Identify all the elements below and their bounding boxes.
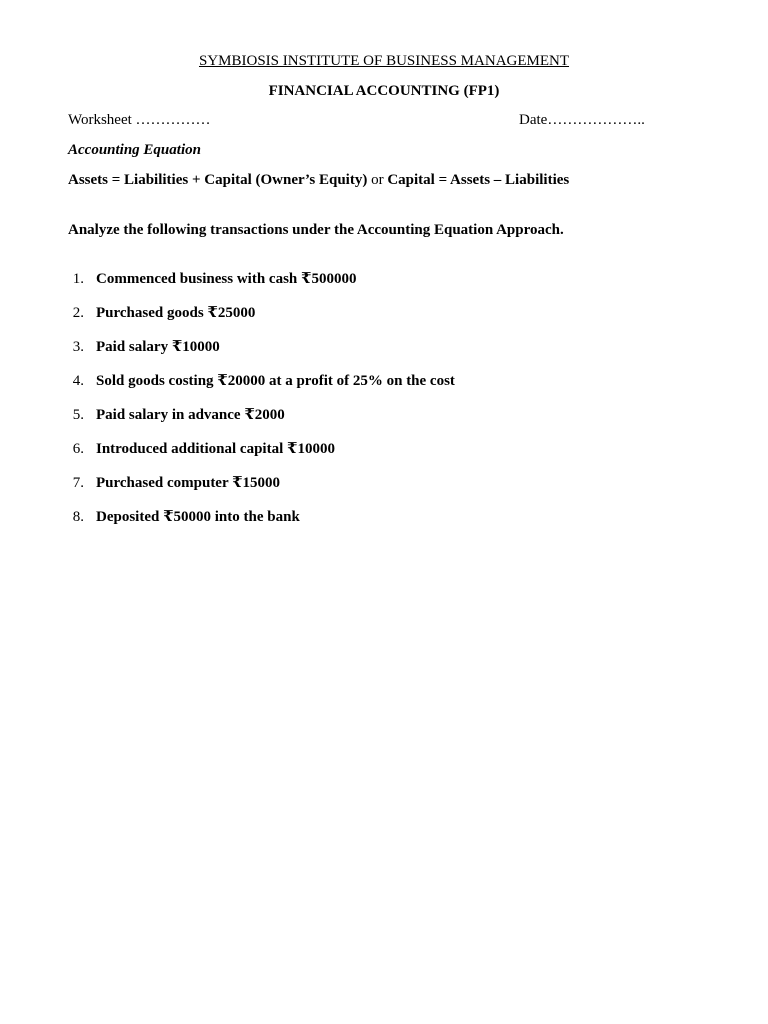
item-number: 7. bbox=[72, 475, 84, 491]
item-text: Introduced additional capital ₹10000 bbox=[96, 441, 335, 457]
worksheet-field: Worksheet …………… bbox=[68, 112, 211, 128]
item-number: 1. bbox=[72, 271, 84, 287]
institute-title: SYMBIOSIS INSTITUTE OF BUSINESS MANAGEMENT bbox=[198, 53, 570, 69]
item-text: Purchased goods ₹25000 bbox=[96, 305, 256, 321]
date-field: Date……………….. bbox=[519, 112, 645, 128]
section-heading: Accounting Equation bbox=[68, 142, 201, 158]
item-text: Paid salary in advance ₹2000 bbox=[96, 407, 285, 423]
item-text: Commenced business with cash ₹500000 bbox=[96, 271, 357, 287]
accounting-equation bbox=[68, 171, 569, 189]
item-number: 6. bbox=[72, 441, 84, 457]
item-text: Deposited ₹50000 into the bank bbox=[96, 509, 300, 525]
item-number: 4. bbox=[72, 373, 84, 389]
item-number: 3. bbox=[72, 339, 84, 355]
equation-or: or bbox=[367, 172, 388, 188]
equation-part-2: Capital = Assets – Liabilities bbox=[387, 172, 570, 188]
course-title: FINANCIAL ACCOUNTING (FP1) bbox=[268, 83, 500, 99]
item-text: Purchased computer ₹15000 bbox=[96, 475, 281, 491]
item-number: 2. bbox=[72, 305, 84, 321]
item-text: Sold goods costing ₹20000 at a profit of 25% on the cost bbox=[96, 373, 455, 389]
item-number: 5. bbox=[72, 407, 84, 423]
item-text: Paid salary ₹10000 bbox=[96, 339, 220, 355]
equation-part-1: Assets = Liabilities + Capital (Owner’s Equity) bbox=[68, 172, 368, 188]
item-number: 8. bbox=[72, 509, 84, 525]
instruction-text: Analyze the following transactions under the Accounting Equation Approach. bbox=[68, 222, 564, 238]
